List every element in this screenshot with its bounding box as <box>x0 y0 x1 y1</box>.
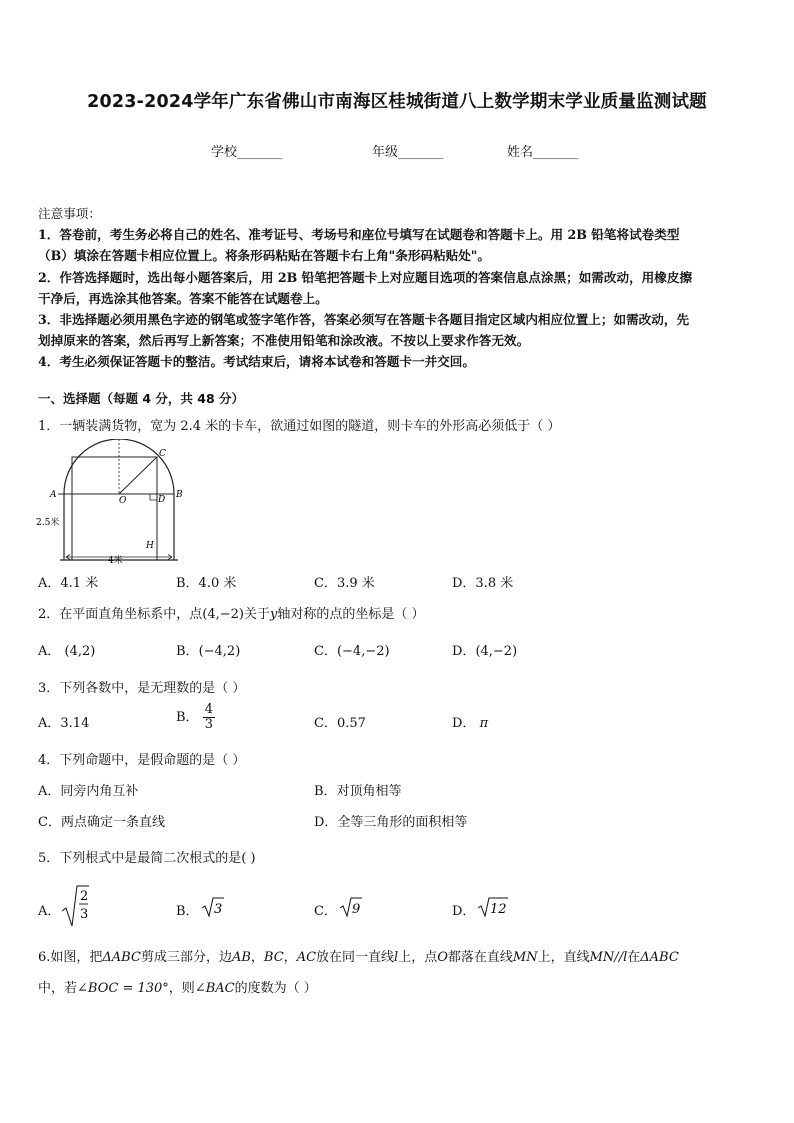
label-b: B <box>176 490 183 500</box>
radicand: 12 <box>490 902 507 917</box>
question-5-stem: 5．下列根式中是最简二次根式的是( ) <box>38 851 256 866</box>
q2-option-a: A． (4,2) <box>38 644 96 659</box>
page-title: 2023-2024学年广东省佛山市南海区桂城街道八上数学期末学业质量监测试题 <box>87 92 707 112</box>
grade-field: 年级_______ <box>372 145 444 160</box>
line-oc <box>119 457 157 494</box>
tunnel-figure <box>36 439 186 569</box>
fraction: $\frac{4}{3}$ <box>204 702 213 732</box>
radicand-numerator: 2 <box>80 889 89 904</box>
q5-option-a-letter: A． <box>38 904 61 919</box>
notes-line: 4．考生必须保证答题卡的整洁。考试结束后，请将本试卷和答题卡一并交回。 <box>38 354 475 370</box>
notes-heading: 注意事项： <box>38 206 101 221</box>
q3-option-d: D． π <box>452 716 489 731</box>
q4-option-a: A．同旁内角互补 <box>38 784 139 799</box>
label-h: H <box>146 541 154 551</box>
question-3-stem: 3．下列各数中，是无理数的是（ ） <box>38 681 246 696</box>
label-d: D <box>158 495 166 505</box>
notes-line: （B）填涂在答题卡相应位置上。将条形码粘贴在答题卡右上角"条形码粘贴处"。 <box>38 248 490 264</box>
q2-stem-part: 2．在平面直角坐标系中，点 <box>38 607 203 622</box>
notes-line: 1．答卷前，考生务必将自己的姓名、准考证号、考场号和座位号填写在试题卷和答题卡上。用 2B 铅笔将试卷类型 <box>38 227 680 243</box>
label-c: C <box>159 449 166 459</box>
q1-option-b: B．4.0 米 <box>176 576 237 591</box>
label-o: O <box>119 496 127 506</box>
notes-line: 2．作答选择题时，选出每小题答案后，用 2B 铅笔把答题卡上对应题目选项的答案信息点涂黑；如需改动，用橡皮擦 <box>38 269 693 285</box>
radicand: 9 <box>352 902 361 917</box>
height-label: 2.5米 <box>36 518 60 528</box>
radicand-denominator: 3 <box>80 907 89 922</box>
q4-option-d: D．全等三角形的面积相等 <box>314 815 468 830</box>
name-field: 姓名_______ <box>507 145 579 160</box>
q2-stem-part: 关于 <box>244 607 271 622</box>
q2-axis: y <box>270 607 278 622</box>
q1-option-d: D．3.8 米 <box>452 576 514 591</box>
q2-option-b: B．(−4,2) <box>176 644 241 659</box>
notes-line: 3．非选择题必须用黑色字迹的钢笔或签字笔作答，答案必须写在答题卡各题目指定区域内相应位置上；如需改动，先 <box>38 312 690 328</box>
q4-option-c: C．两点确定一条直线 <box>38 815 165 830</box>
truck-rectangle <box>72 457 157 560</box>
q3-option-a: A．3.14 <box>38 716 90 731</box>
q5-option-d-radical <box>476 895 510 919</box>
notes-line: 干净后，再选涂其他答案。答案不能答在试题卷上。 <box>38 290 328 306</box>
q5-option-d-letter: D． <box>452 904 476 919</box>
q5-option-b-letter: B． <box>176 904 199 919</box>
right-angle-mark <box>150 494 157 500</box>
q1-option-c: C．3.9 米 <box>314 576 375 591</box>
question-6-line-1: 6.如图，把ΔABC剪成三部分，边AB，BC，AC放在同一直线l上，点O都落在直线MN上，直线MN//l在ΔABC <box>38 950 679 965</box>
question-1-stem: 1．一辆装满货物，宽为 2.4 米的卡车，欲通过如图的隧道，则卡车的外形高必须低于（ ） <box>38 419 561 434</box>
question-6-line-2: 中，若∠BOC = 130°，则∠BAC的度数为（ ） <box>38 981 317 996</box>
question-4-stem: 4．下列命题中，是假命题的是（ ） <box>38 753 246 768</box>
q3-option-b: B． $\frac{4}{3}$ <box>176 702 213 732</box>
radicand: 3 <box>214 902 223 917</box>
section-heading: 一、选择题（每题 4 分，共 48 分） <box>38 391 245 406</box>
q2-option-d: D．(4,−2) <box>452 644 518 659</box>
width-label: 4米 <box>108 556 123 566</box>
q5-option-a-radical <box>60 883 90 929</box>
notes-section <box>38 203 692 373</box>
q3-option-c: C．0.57 <box>314 716 366 731</box>
q5-option-b-radical <box>200 895 226 919</box>
q5-option-c-letter: C． <box>314 904 337 919</box>
q4-option-b: B．对顶角相等 <box>314 784 402 799</box>
school-field: 学校_______ <box>211 145 283 160</box>
question-2-stem <box>38 603 425 622</box>
q5-option-c-radical <box>338 895 364 919</box>
q2-point: (4,−2) <box>202 607 244 622</box>
label-a: A <box>50 490 57 500</box>
notes-line: 划掉原来的答案，然后再写上新答案；不准使用铅笔和涂改液。不按以上要求作答无效。 <box>38 333 530 349</box>
q2-stem-part: 轴对称的点的坐标是（ ） <box>277 607 425 622</box>
q2-option-c: C．(−4,−2) <box>314 644 390 659</box>
q1-option-a: A．4.1 米 <box>38 576 99 591</box>
